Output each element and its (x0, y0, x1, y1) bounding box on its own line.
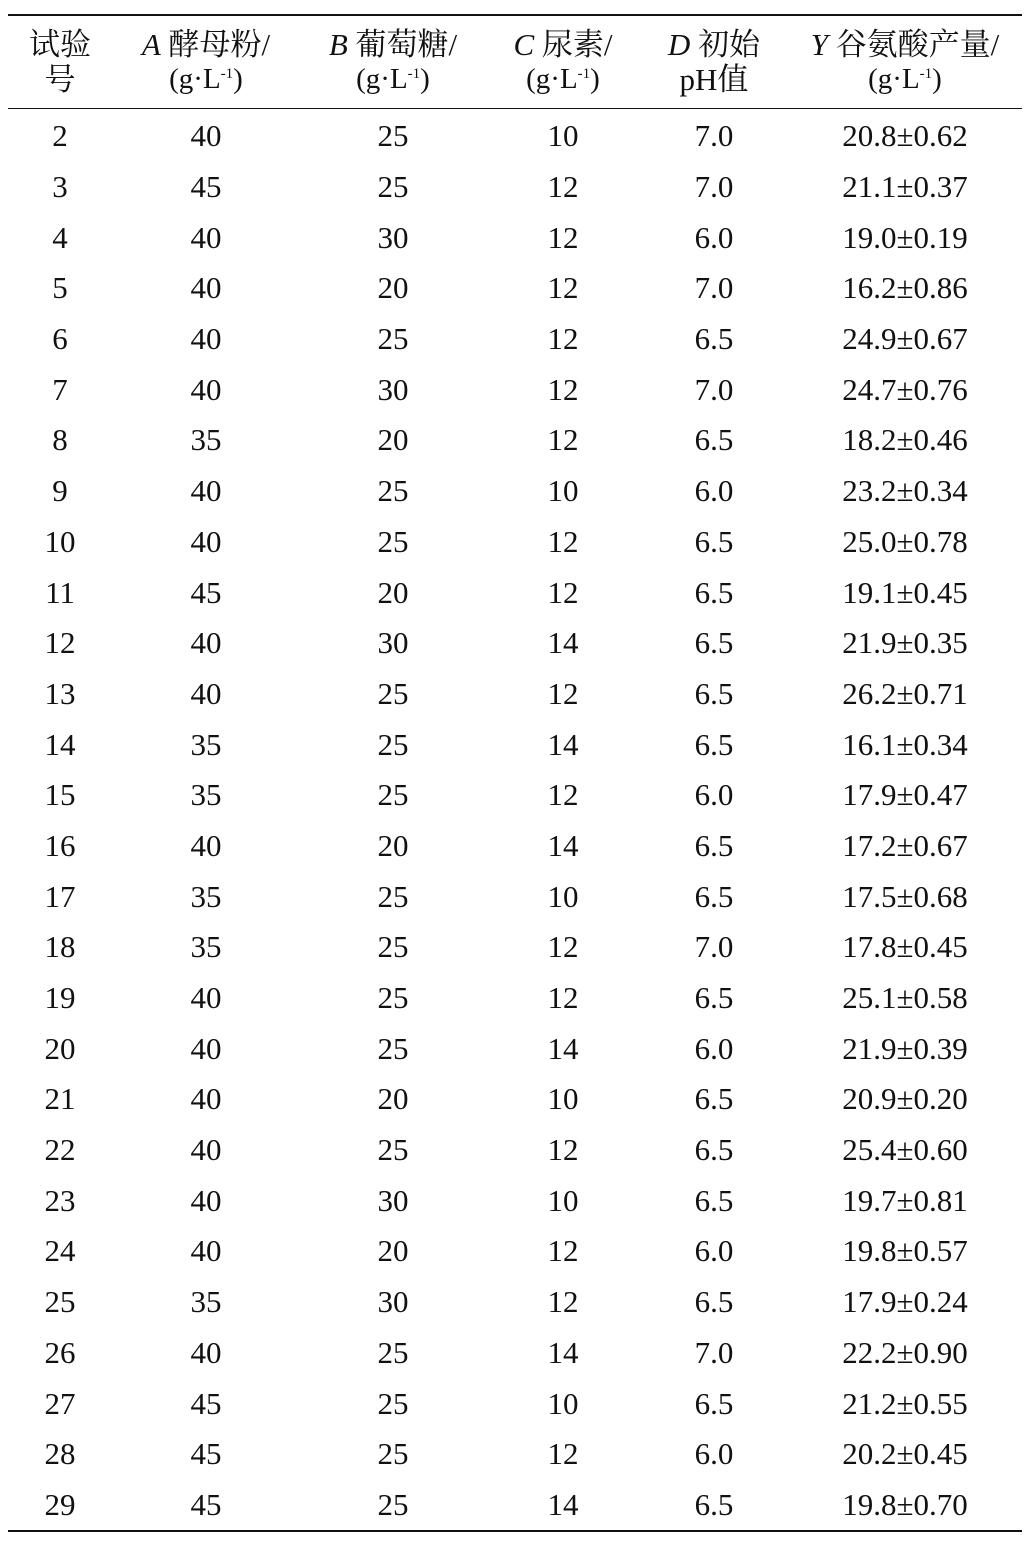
table-row (8, 1328, 1022, 1379)
cell-trial-no: 25 (44, 1284, 76, 1320)
header-glucose-line1 (300, 27, 486, 62)
cell-urea: 12 (547, 929, 579, 965)
cell-yeast-powder: 40 (190, 980, 222, 1016)
cell-glucose: 25 (377, 777, 409, 813)
header-var-b: B (328, 27, 348, 62)
cell-urea: 10 (547, 878, 579, 914)
cell-initial-ph: 7.0 (694, 169, 734, 205)
cell-trial-no: 29 (44, 1486, 76, 1522)
cell-glutamate-yield: 21.9±0.39 (842, 1030, 968, 1066)
cell-trial-no: 3 (52, 169, 68, 205)
header-yeast-powder-unit (112, 62, 300, 97)
cell-urea: 12 (547, 219, 579, 255)
cell-initial-ph: 7.0 (694, 270, 734, 306)
cell-yeast-powder: 40 (190, 1182, 222, 1218)
header-yeast-powder-line1 (112, 27, 300, 62)
header-trial-no-line2: 号 (44, 62, 76, 97)
cell-trial-no: 22 (44, 1132, 76, 1168)
cell-glucose: 30 (377, 219, 409, 255)
cell-glutamate-yield: 25.0±0.78 (842, 523, 968, 559)
cell-yeast-powder: 45 (190, 1385, 222, 1421)
header-glutamate-yield-name: 谷氨酸产量/ (835, 27, 1000, 62)
cell-initial-ph: 6.5 (694, 625, 734, 661)
cell-glutamate-yield: 26.2±0.71 (842, 675, 968, 711)
cell-glucose: 20 (377, 827, 409, 863)
cell-yeast-powder: 35 (190, 929, 222, 965)
header-trial-no (8, 15, 112, 109)
cell-urea: 14 (547, 827, 579, 863)
cell-urea: 14 (547, 1030, 579, 1066)
cell-yeast-powder: 40 (190, 523, 222, 559)
cell-glutamate-yield: 19.0±0.19 (842, 219, 968, 255)
table-row (8, 314, 1022, 365)
cell-glucose: 20 (377, 574, 409, 610)
cell-glutamate-yield: 16.2±0.86 (842, 270, 968, 306)
header-glutamate-yield-unit (788, 62, 1022, 97)
cell-glucose: 20 (377, 270, 409, 306)
cell-yeast-powder: 45 (190, 169, 222, 205)
cell-glutamate-yield: 19.8±0.70 (842, 1486, 968, 1522)
cell-trial-no: 7 (52, 371, 68, 407)
cell-yeast-powder: 40 (190, 625, 222, 661)
cell-yeast-powder: 40 (190, 1030, 222, 1066)
cell-glutamate-yield: 24.7±0.76 (842, 371, 968, 407)
cell-yeast-powder: 35 (190, 422, 222, 458)
cell-urea: 12 (547, 1436, 579, 1472)
cell-glucose: 25 (377, 878, 409, 914)
unit-exponent: -1 (919, 66, 933, 82)
table-row (8, 567, 1022, 618)
cell-initial-ph: 6.5 (694, 1486, 734, 1522)
cell-urea: 14 (547, 1334, 579, 1370)
cell-initial-ph: 6.5 (694, 1081, 734, 1117)
cell-glutamate-yield: 19.7±0.81 (842, 1182, 968, 1218)
cell-urea: 12 (547, 1284, 579, 1320)
cell-glutamate-yield: 19.1±0.45 (842, 574, 968, 610)
header-row (8, 15, 1022, 109)
header-glucose (300, 15, 486, 109)
cell-yeast-powder: 35 (190, 1284, 222, 1320)
cell-trial-no: 26 (44, 1334, 76, 1370)
cell-urea: 10 (547, 473, 579, 509)
header-var-y: Y (810, 27, 828, 62)
cell-glutamate-yield: 20.9±0.20 (842, 1081, 968, 1117)
header-trial-no-line1: 试验 (29, 27, 91, 62)
unit-exponent: -1 (220, 66, 234, 82)
header-glutamate-yield-line1 (788, 27, 1022, 62)
cell-yeast-powder: 40 (190, 473, 222, 509)
cell-initial-ph: 6.5 (694, 1385, 734, 1421)
cell-glutamate-yield: 21.1±0.37 (842, 169, 968, 205)
cell-initial-ph: 6.0 (694, 777, 734, 813)
cell-glucose: 30 (377, 625, 409, 661)
cell-trial-no: 11 (45, 574, 75, 610)
unit-close: ) (420, 63, 430, 95)
table-row (8, 1175, 1022, 1226)
table-row (8, 669, 1022, 720)
cell-trial-no: 27 (44, 1385, 76, 1421)
cell-initial-ph: 6.5 (694, 726, 734, 762)
table-row (8, 1378, 1022, 1429)
cell-glutamate-yield: 19.8±0.57 (842, 1233, 968, 1269)
unit-exponent: -1 (407, 66, 421, 82)
cell-initial-ph: 6.5 (694, 422, 734, 458)
unit-text: (g·L (868, 63, 920, 95)
header-urea-unit (486, 62, 640, 97)
header-initial-ph (640, 15, 788, 109)
cell-initial-ph: 6.5 (694, 523, 734, 559)
cell-urea: 10 (547, 1385, 579, 1421)
cell-trial-no: 20 (44, 1030, 76, 1066)
cell-trial-no: 23 (44, 1182, 76, 1218)
cell-urea: 12 (547, 270, 579, 306)
cell-trial-no: 10 (44, 523, 76, 559)
cell-yeast-powder: 40 (190, 321, 222, 357)
experiment-results-table (8, 14, 1022, 1532)
cell-yeast-powder: 40 (190, 675, 222, 711)
cell-initial-ph: 6.5 (694, 878, 734, 914)
cell-glucose: 25 (377, 321, 409, 357)
cell-urea: 10 (547, 1081, 579, 1117)
cell-initial-ph: 6.5 (694, 1284, 734, 1320)
cell-initial-ph: 7.0 (694, 929, 734, 965)
table-row (8, 618, 1022, 669)
cell-trial-no: 16 (44, 827, 76, 863)
cell-initial-ph: 6.5 (694, 321, 734, 357)
table-row (8, 109, 1022, 162)
cell-trial-no: 6 (52, 321, 68, 357)
table-row (8, 871, 1022, 922)
cell-glucose: 25 (377, 523, 409, 559)
cell-urea: 12 (547, 1132, 579, 1168)
cell-trial-no: 24 (44, 1233, 76, 1269)
cell-initial-ph: 6.5 (694, 980, 734, 1016)
cell-urea: 12 (547, 422, 579, 458)
unit-exponent: -1 (577, 66, 591, 82)
cell-yeast-powder: 40 (190, 1081, 222, 1117)
cell-urea: 10 (547, 118, 579, 154)
cell-trial-no: 5 (52, 270, 68, 306)
header-glucose-name: 葡萄糖/ (355, 27, 458, 62)
cell-trial-no: 17 (44, 878, 76, 914)
cell-glucose: 25 (377, 675, 409, 711)
header-var-d: D (667, 27, 691, 62)
cell-urea: 14 (547, 1486, 579, 1522)
unit-text: (g·L (526, 63, 578, 95)
cell-glucose: 25 (377, 1436, 409, 1472)
cell-glutamate-yield: 17.5±0.68 (842, 878, 968, 914)
cell-initial-ph: 7.0 (694, 1334, 734, 1370)
table-row (8, 1277, 1022, 1328)
cell-urea: 10 (547, 1182, 579, 1218)
cell-glucose: 30 (377, 1284, 409, 1320)
cell-urea: 12 (547, 675, 579, 711)
table-row (8, 162, 1022, 213)
cell-urea: 14 (547, 625, 579, 661)
cell-urea: 12 (547, 777, 579, 813)
table-row (8, 1480, 1022, 1532)
cell-urea: 12 (547, 980, 579, 1016)
header-urea (486, 15, 640, 109)
table-row (8, 263, 1022, 314)
cell-yeast-powder: 35 (190, 726, 222, 762)
table-row (8, 1226, 1022, 1277)
cell-yeast-powder: 40 (190, 118, 222, 154)
table-row (8, 821, 1022, 872)
cell-glucose: 25 (377, 118, 409, 154)
header-glutamate-yield (788, 15, 1022, 109)
unit-text: (g·L (169, 63, 221, 95)
cell-initial-ph: 6.0 (694, 1233, 734, 1269)
table-row (8, 364, 1022, 415)
cell-glucose: 25 (377, 169, 409, 205)
cell-urea: 12 (547, 574, 579, 610)
cell-glutamate-yield: 22.2±0.90 (842, 1334, 968, 1370)
unit-text: (g·L (356, 63, 408, 95)
cell-yeast-powder: 35 (190, 878, 222, 914)
cell-initial-ph: 6.5 (694, 574, 734, 610)
cell-glucose: 30 (377, 371, 409, 407)
table-row (8, 719, 1022, 770)
cell-trial-no: 2 (52, 118, 68, 154)
header-yeast-powder (112, 15, 300, 109)
cell-urea: 12 (547, 523, 579, 559)
header-urea-line1 (486, 27, 640, 62)
cell-glutamate-yield: 17.2±0.67 (842, 827, 968, 863)
cell-glucose: 25 (377, 1385, 409, 1421)
table-header (8, 15, 1022, 109)
cell-glucose: 20 (377, 1233, 409, 1269)
cell-glutamate-yield: 23.2±0.34 (842, 473, 968, 509)
header-initial-ph-name: 初始 (698, 27, 761, 62)
table-row (8, 1074, 1022, 1125)
table-row (8, 1023, 1022, 1074)
cell-yeast-powder: 35 (190, 777, 222, 813)
table-row (8, 922, 1022, 973)
table-body (8, 109, 1022, 1532)
cell-glucose: 25 (377, 1030, 409, 1066)
cell-initial-ph: 6.5 (694, 675, 734, 711)
cell-initial-ph: 6.5 (694, 827, 734, 863)
cell-glutamate-yield: 18.2±0.46 (842, 422, 968, 458)
cell-urea: 12 (547, 321, 579, 357)
cell-trial-no: 13 (44, 675, 76, 711)
cell-glutamate-yield: 20.8±0.62 (842, 118, 968, 154)
cell-yeast-powder: 40 (190, 1233, 222, 1269)
cell-glutamate-yield: 17.8±0.45 (842, 929, 968, 965)
cell-trial-no: 14 (44, 726, 76, 762)
unit-close: ) (233, 63, 243, 95)
cell-glucose: 25 (377, 929, 409, 965)
cell-trial-no: 28 (44, 1436, 76, 1472)
cell-urea: 12 (547, 169, 579, 205)
cell-yeast-powder: 45 (190, 574, 222, 610)
cell-glucose: 25 (377, 1334, 409, 1370)
table-row (8, 212, 1022, 263)
cell-glutamate-yield: 21.9±0.35 (842, 625, 968, 661)
cell-glutamate-yield: 25.1±0.58 (842, 980, 968, 1016)
cell-trial-no: 8 (52, 422, 68, 458)
table-row (8, 466, 1022, 517)
cell-urea: 14 (547, 726, 579, 762)
cell-glutamate-yield: 17.9±0.47 (842, 777, 968, 813)
cell-trial-no: 18 (44, 929, 76, 965)
cell-glutamate-yield: 24.9±0.67 (842, 321, 968, 357)
cell-glucose: 20 (377, 422, 409, 458)
header-urea-name: 尿素/ (541, 27, 613, 62)
table-row (8, 1125, 1022, 1176)
header-glucose-unit (300, 62, 486, 97)
table-row (8, 770, 1022, 821)
cell-yeast-powder: 45 (190, 1486, 222, 1522)
cell-initial-ph: 6.0 (694, 1436, 734, 1472)
data-table-container (8, 14, 1022, 1532)
cell-glutamate-yield: 25.4±0.60 (842, 1132, 968, 1168)
cell-glucose: 25 (377, 1486, 409, 1522)
cell-trial-no: 4 (52, 219, 68, 255)
header-var-c: C (513, 27, 535, 62)
cell-yeast-powder: 40 (190, 1132, 222, 1168)
cell-glucose: 25 (377, 1132, 409, 1168)
table-row (8, 415, 1022, 466)
header-var-a: A (141, 27, 161, 62)
cell-initial-ph: 7.0 (694, 371, 734, 407)
cell-glucose: 30 (377, 1182, 409, 1218)
unit-close: ) (932, 63, 942, 95)
cell-glucose: 25 (377, 726, 409, 762)
cell-glutamate-yield: 17.9±0.24 (842, 1284, 968, 1320)
cell-yeast-powder: 40 (190, 270, 222, 306)
cell-yeast-powder: 40 (190, 827, 222, 863)
cell-yeast-powder: 40 (190, 219, 222, 255)
cell-glutamate-yield: 20.2±0.45 (842, 1436, 968, 1472)
cell-trial-no: 21 (44, 1081, 76, 1117)
cell-trial-no: 12 (44, 625, 76, 661)
table-row (8, 1429, 1022, 1480)
cell-trial-no: 9 (52, 473, 68, 509)
table-row (8, 973, 1022, 1024)
cell-initial-ph: 6.5 (694, 1182, 734, 1218)
cell-yeast-powder: 45 (190, 1436, 222, 1472)
cell-glutamate-yield: 16.1±0.34 (842, 726, 968, 762)
table-row (8, 517, 1022, 568)
cell-initial-ph: 6.0 (694, 1030, 734, 1066)
cell-initial-ph: 6.5 (694, 1132, 734, 1168)
cell-trial-no: 15 (44, 777, 76, 813)
cell-urea: 12 (547, 371, 579, 407)
header-initial-ph-line1 (640, 27, 788, 62)
cell-initial-ph: 6.0 (694, 219, 734, 255)
cell-yeast-powder: 40 (190, 371, 222, 407)
cell-glucose: 20 (377, 1081, 409, 1117)
cell-trial-no: 19 (44, 980, 76, 1016)
header-yeast-powder-name: 酵母粉/ (168, 27, 271, 62)
header-initial-ph-line2: pH值 (679, 62, 749, 97)
cell-glutamate-yield: 21.2±0.55 (842, 1385, 968, 1421)
cell-yeast-powder: 40 (190, 1334, 222, 1370)
unit-close: ) (590, 63, 600, 95)
cell-urea: 12 (547, 1233, 579, 1269)
cell-initial-ph: 7.0 (694, 118, 734, 154)
cell-glucose: 25 (377, 473, 409, 509)
cell-glucose: 25 (377, 980, 409, 1016)
cell-initial-ph: 6.0 (694, 473, 734, 509)
